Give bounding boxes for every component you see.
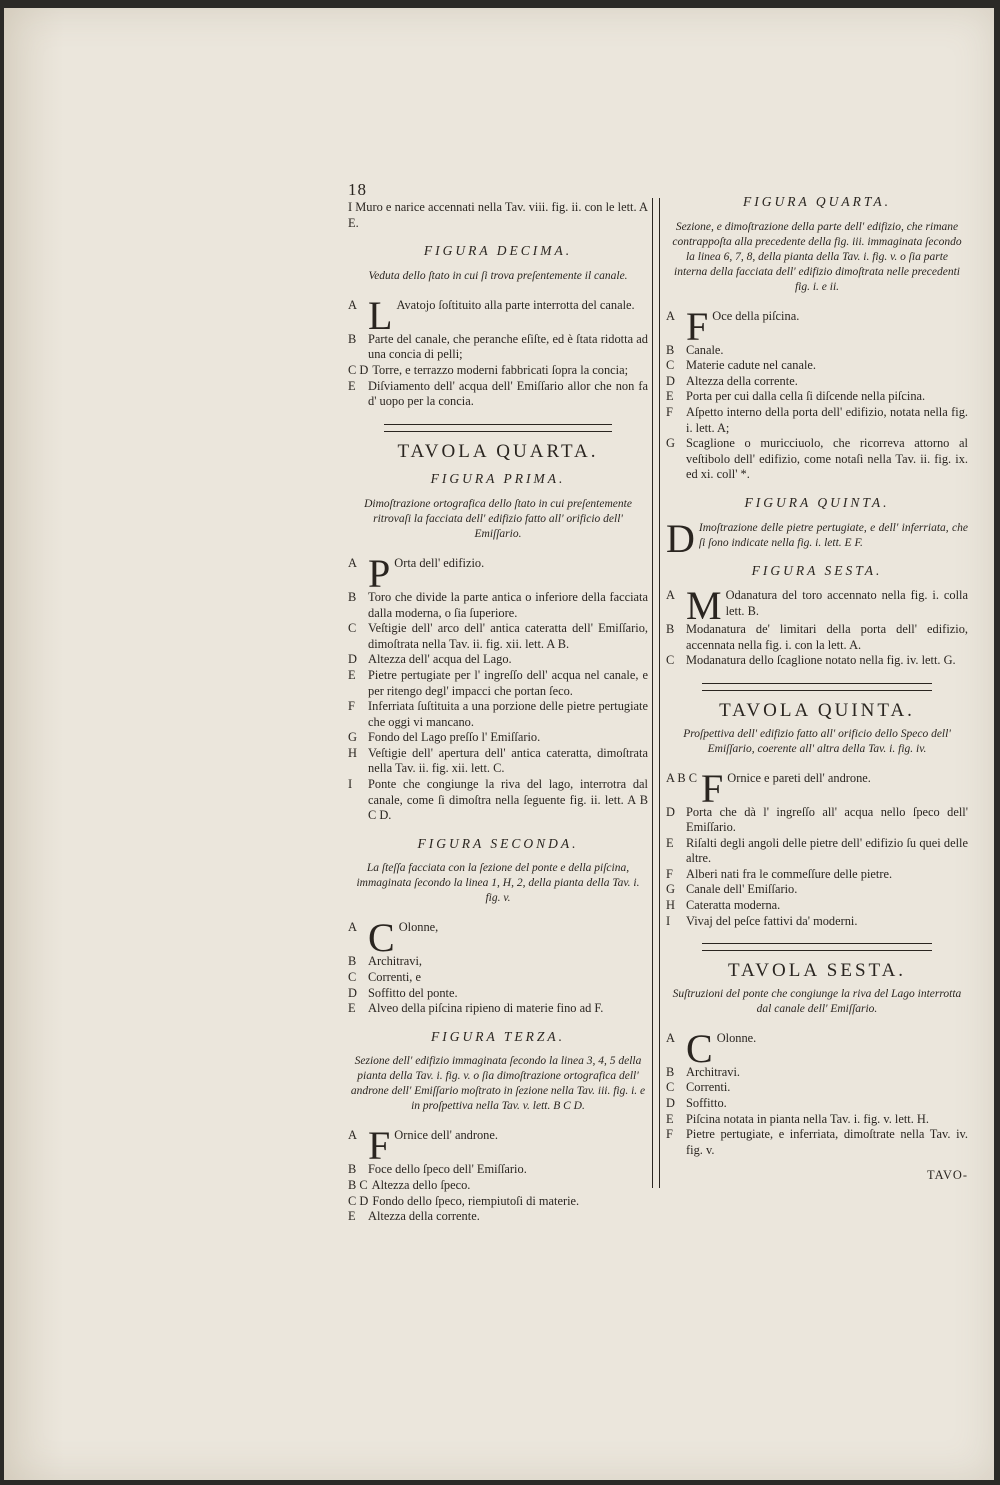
entry-text: Odanatura del toro accennato nella fig. i. colla lett. B. — [725, 588, 968, 618]
list-item — [666, 622, 968, 653]
entry-text: Altezza dell' acqua del Lago. — [368, 652, 512, 667]
list-item — [348, 1178, 648, 1194]
entry-label: I — [348, 777, 353, 792]
entry-label: B — [666, 342, 675, 357]
list-item — [666, 374, 968, 390]
figure-title: FIGURA PRIMA. — [430, 471, 566, 487]
entry-text: Ornice e pareti dell' androne. — [727, 770, 871, 785]
entry-text: Cateratta moderna. — [686, 898, 781, 913]
entry-label: A — [348, 1128, 357, 1143]
list-item — [666, 358, 968, 374]
list-item — [348, 1209, 648, 1225]
drop-cap: D — [666, 515, 695, 561]
entry-text: Soffitto del ponte. — [368, 985, 458, 1000]
entry-label: G — [348, 730, 357, 745]
list-item — [666, 898, 968, 914]
list-item — [348, 652, 648, 668]
drop-cap: F — [368, 1123, 391, 1169]
entry-label: B — [348, 1162, 357, 1177]
list-item — [666, 1112, 968, 1128]
list-item — [666, 405, 968, 436]
entry-text: Veſtigie dell' apertura dell' antica cateratta, dimoſtrata nella Tav. ii. fig. xii. lett. C. — [368, 745, 648, 776]
figure-caption: Sezione, e dimoſtrazione della parte dell' edifizio, che rimane contrappoſta alla precedente della fig. iii. immaginata ſecondo la linea 6, 7, 8, della pianta della Tav. i. fig. v. o ſia parte interna della facciata dell' edifizio dimoſtrata nelle precedenti fig. i. e ii. — [672, 220, 962, 293]
list-item — [348, 986, 648, 1002]
list-item — [348, 954, 648, 970]
entry-label: F — [666, 866, 673, 881]
entry-label: B — [666, 1064, 675, 1079]
list-item — [348, 292, 648, 338]
entry-label: B — [348, 954, 357, 969]
entry-label: A B C — [666, 770, 697, 785]
entry-label: F — [666, 1127, 673, 1142]
drop-cap: M — [686, 583, 722, 629]
entry-label: A — [666, 308, 675, 323]
entry-list — [348, 292, 648, 410]
intro-entry: I Muro e narice accennati nella Tav. viii. fig. ii. con le lett. A E. — [348, 200, 648, 230]
entry-label: C — [666, 653, 675, 668]
drop-cap: L — [368, 292, 393, 338]
plate-caption: Suſtruzioni del ponte che congiunge la riva del Lago interrotta dal canale dell' Emiſſario. — [672, 987, 962, 1015]
list-item — [348, 363, 648, 379]
entry-text: Architravi. — [686, 1064, 741, 1079]
drop-cap: F — [686, 303, 709, 349]
list-item — [348, 550, 648, 596]
entry-label: B — [348, 589, 357, 604]
list-item — [348, 379, 648, 410]
entry-label: A — [348, 920, 357, 935]
list-item — [666, 389, 968, 405]
entry-text: Parte del canale, che peranche eſiſte, ed è ſtata ridotta ad una concia di pelli; — [368, 331, 648, 362]
entry-text: Ponte che congiunge la riva del lago, interrotra dal canale, come ſi dimoſtra nella ſeguente fig. ii. lett. A B C D. — [368, 777, 648, 823]
drop-cap: C — [686, 1025, 713, 1071]
list-item — [348, 1162, 648, 1178]
entry-text: Olonne, — [398, 920, 439, 935]
entry-label: E — [666, 835, 674, 850]
entry-label: H — [666, 898, 675, 913]
entry-text: Aſpetto interno della porta dell' edifizio, notata nella fig. i. lett. A; — [686, 404, 968, 435]
list-item — [348, 1123, 648, 1169]
drop-cap: C — [368, 915, 395, 961]
list-item — [348, 746, 648, 777]
list-item — [666, 914, 968, 930]
entry-label: E — [666, 389, 674, 404]
figure-title: FIGURA DECIMA. — [423, 243, 573, 259]
entry-text: Torre, e terrazzo moderni fabbricati ſopra la concia; — [372, 362, 629, 377]
double-rule — [384, 424, 612, 432]
entry-label: A — [666, 588, 675, 603]
figure-caption: Veduta dello ſtato in cui ſi trova preſentemente il canale. — [368, 269, 628, 282]
list-item — [666, 805, 968, 836]
entry-label: E — [348, 378, 356, 393]
list-item — [348, 1001, 648, 1017]
list-item — [666, 1065, 968, 1081]
entry-label: H — [348, 745, 357, 760]
entry-text: Porta per cui dalla cella ſi diſcende nella piſcina. — [686, 389, 926, 404]
entry-text: Olonne. — [716, 1030, 757, 1045]
entry-label: C D — [348, 1193, 369, 1208]
figure-five-text — [666, 515, 968, 561]
entry-label: B — [348, 331, 357, 346]
catchword: TAVO- — [927, 1168, 968, 1183]
paper-edge — [4, 8, 64, 1480]
entry-text: Alberi nati fra le commeſſure delle pietre. — [686, 866, 893, 881]
drop-cap: P — [368, 550, 391, 596]
entry-label: E — [348, 1001, 356, 1016]
figure-title: FIGURA QUARTA. — [743, 194, 891, 209]
entry-text: Porta che dà l' ingreſſo all' acqua nello ſpeco dell' Emiſſario. — [686, 804, 968, 835]
entry-text: Pietre pertugiate, e inferriata, dimoſtrate nella Tav. iv. fig. v. — [686, 1127, 968, 1157]
list-item — [348, 699, 648, 730]
list-item — [348, 777, 648, 824]
entry-text: Foce dello ſpeco dell' Emiſſario. — [368, 1162, 527, 1177]
entry-text: Alveo della piſcina ripieno di materie fino ad F. — [368, 1001, 604, 1016]
entry-list — [666, 1025, 968, 1159]
list-item — [666, 1025, 968, 1071]
entry-text: Riſalti degli angoli delle pietre dell' edifizio ſu quei delle altre. — [686, 835, 968, 866]
list-item — [666, 765, 968, 811]
entry-text: Piſcina notata in pianta nella Tav. i. fig. v. lett. H. — [686, 1111, 929, 1126]
list-item — [348, 970, 648, 986]
entry-label: B C — [348, 1178, 368, 1192]
entry-text: Correnti, e — [368, 970, 421, 985]
figure-title: FIGURA SESTA. — [751, 562, 883, 578]
page-number: 18 — [348, 180, 367, 199]
entry-label: D — [666, 1096, 675, 1111]
list-item — [348, 1194, 648, 1210]
list-item — [666, 436, 968, 483]
plate-heading: TAVOLA QUARTA. — [397, 440, 599, 462]
entry-label: E — [348, 667, 356, 682]
figure-caption: La ſteſſa facciata con la ſezione del ponte e della piſcina, immaginata ſecondo la linea 1, H, 2, della pianta della Tav. i. fig. v. — [356, 862, 640, 905]
entry-label: D — [666, 804, 675, 819]
figure-title: FIGURA SECONDA. — [417, 835, 579, 851]
right-column — [666, 194, 968, 1184]
plate-heading: TAVOLA QUINTA. — [719, 699, 915, 721]
entry-label: D — [348, 652, 357, 667]
entry-list — [348, 1123, 648, 1224]
list-item — [666, 836, 968, 867]
list-item — [666, 1096, 968, 1112]
entry-text: Fondo dello ſpeco, riempiutoſi di materie. — [372, 1193, 580, 1208]
list-item — [348, 668, 648, 699]
figure-caption: Sezione dell' edifizio immaginata ſecondo la linea 3, 4, 5 della pianta della Tav. i. fig. v. o ſia dimoſtrazione ortografica dell' androne dell' Emiſſario moſtrato in ſezione nella Tav. iii. fig. i. e in proſpettiva nella Tav. v. lett. B C D. — [350, 1055, 646, 1113]
drop-cap: F — [701, 765, 724, 811]
entry-label: F — [666, 404, 673, 419]
entry-text: Modanatura de' limitari della porta dell' edifizio, accennata nella fig. i. con la lett. A. — [686, 622, 968, 652]
entry-text: Altezza della corrente. — [368, 1209, 480, 1224]
column-divider — [652, 198, 660, 1188]
entry-text: Fondo del Lago preſſo l' Emiſſario. — [368, 730, 541, 745]
list-item — [666, 583, 968, 629]
entry-text: Scaglione o muricciuolo, che ricorreva attorno al veſtibolo dell' edifizio, come notaſi nella Tav. ii. fig. ix. ed xi. coll' *. — [686, 436, 968, 482]
double-rule — [702, 943, 932, 951]
list-item — [666, 867, 968, 883]
entry-text: Vivaj del peſce fattivi da' moderni. — [686, 913, 858, 928]
entry-label: D — [666, 373, 675, 388]
double-rule — [702, 683, 932, 691]
plate-caption: Proſpettiva dell' edifizio fatto all' orificio dello Speco dell' Emiſſario, coerente all' altra della Tav. i. fig. iv. — [683, 727, 951, 755]
entry-text: Avatojo ſoſtituito alla parte interrotta del canale. — [396, 297, 635, 312]
entry-label: C D — [348, 362, 369, 377]
entry-label: E — [348, 1209, 356, 1224]
entry-text: Materie cadute nel canale. — [686, 358, 817, 373]
figure-title: FIGURA TERZA. — [431, 1028, 565, 1044]
list-item — [666, 1080, 968, 1096]
entry-text: Oce della piſcina. — [712, 308, 800, 323]
list-item — [348, 730, 648, 746]
entry-label: C — [348, 621, 357, 636]
entry-list — [348, 915, 648, 1016]
entry-text: Toro che divide la parte antica o inferiore della facciata dalla moderna, o ſia ſuperiore. — [368, 589, 648, 620]
list-item — [666, 303, 968, 349]
entry-list — [666, 765, 968, 930]
entry-label: C — [666, 1080, 675, 1095]
entry-text: Canale. — [686, 342, 724, 357]
entry-text: Inferriata ſuſtituita a una porzione delle pietre pertugiate che oggi vi mancano. — [368, 699, 648, 729]
entry-label: A — [348, 555, 357, 570]
entry-label: E — [666, 1111, 674, 1126]
figure-caption: Dimoſtrazione ortografica dello ſtato in cui preſentemente ritrovaſi la facciata dell' edifizio fatto all' orificio dell' Emiſſario. — [364, 497, 632, 540]
list-item — [348, 332, 648, 363]
list-item — [666, 1127, 968, 1158]
entry-label: I — [666, 913, 671, 928]
entry-text: Soffitto. — [686, 1096, 727, 1111]
entry-text: Diſviamento dell' acqua dell' Emiſſario allor che non fa d' uopo per la concia. — [368, 378, 648, 409]
entry-list — [348, 550, 648, 824]
entry-label: B — [666, 622, 675, 637]
left-column — [348, 180, 648, 1225]
entry-label: G — [666, 436, 675, 451]
entry-text: Orta dell' edifizio. — [394, 555, 485, 570]
entry-list — [666, 583, 968, 669]
entry-text: Pietre pertugiate per l' ingreſſo dell' acqua nel canale, e per ritengo degl' impacci che portan ſeco. — [368, 667, 648, 698]
entry-label: C — [666, 358, 675, 373]
list-item — [666, 882, 968, 898]
entry-text: Altezza dello ſpeco. — [371, 1178, 471, 1192]
entry-text: Architravi, — [368, 954, 423, 969]
entry-text: Veſtigie dell' arco dell' antica cateratta dell' Emiſſario, dimoſtrata nella Tav. ii. fig. xii. lett. A B. — [368, 621, 648, 651]
entry-label: G — [666, 882, 675, 897]
plate-heading: TAVOLA SESTA. — [727, 960, 907, 982]
entry-label: C — [348, 970, 357, 985]
list-item — [666, 653, 968, 669]
list-item — [348, 590, 648, 621]
entry-label: A — [348, 297, 357, 312]
entry-list — [666, 303, 968, 483]
entry-text: Correnti. — [686, 1080, 731, 1095]
entry-text: Modanatura dello ſcaglione notato nella fig. iv. lett. G. — [686, 653, 956, 668]
entry-text: Canale dell' Emiſſario. — [686, 882, 798, 897]
entry-label: F — [348, 699, 355, 714]
figure-title: FIGURA QUINTA. — [744, 494, 890, 510]
list-item — [666, 343, 968, 359]
entry-text: Imoſtrazione delle pietre pertugiate, e dell' inferriata, che ſi ſono indicate nella fig. i. lett. E F. — [698, 521, 968, 549]
entry-label: D — [348, 985, 357, 1000]
entry-text: Altezza della corrente. — [686, 373, 798, 388]
list-item — [348, 621, 648, 652]
list-item — [348, 915, 648, 961]
entry-label: A — [666, 1030, 675, 1045]
entry-text: Ornice dell' androne. — [394, 1128, 498, 1143]
